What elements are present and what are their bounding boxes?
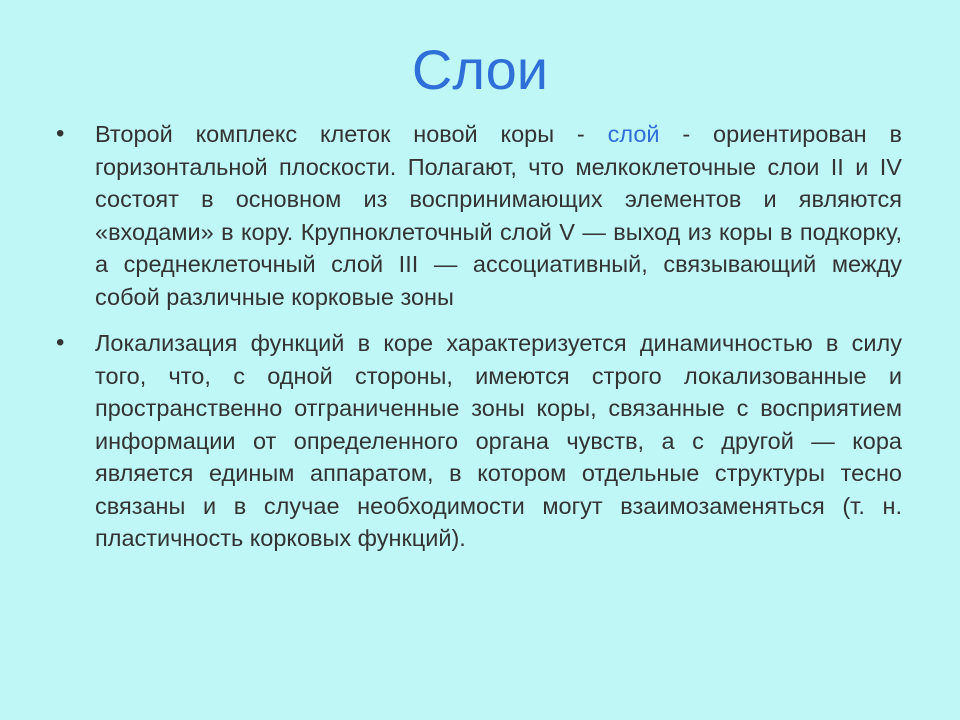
bullet-1-highlight: слой [607,121,660,147]
bullet-list [56,118,902,569]
bullet-1-text-after: - ориентирован в горизонтальной плоскости. Полагают, что мелкоклеточные слои II и IV состоят в основном из воспринимающих элементов и являются «входами» в кору. Крупноклеточный слой V — выход из коры в подкорку, а среднеклеточный слой III — ассоциативный, связывающий между собой различные корковые зоны [95,121,902,310]
bullet-marker: • [56,120,65,147]
bullet-item-2 [56,327,902,555]
slide-title: Слои [411,38,549,101]
bullet-text-1 [95,118,902,313]
bullet-text-2: Локализация функций в коре характеризуется динамичностью в силу того, что, с одной стороны, имеются строго локализованные и пространственно отграниченные зоны коры, связанные с восприятием информации от определенного органа чувств, а с другой — кора является единым аппаратом, в котором отдельные структуры тесно связаны и в случае необходимости могут взаимозаменяться (т. н. пластичность корковых функций). [95,330,902,551]
bullet-1-text-before: Второй комплекс клеток новой коры - [95,121,608,147]
bullet-marker: • [56,329,65,356]
bullet-item-1 [56,118,902,313]
